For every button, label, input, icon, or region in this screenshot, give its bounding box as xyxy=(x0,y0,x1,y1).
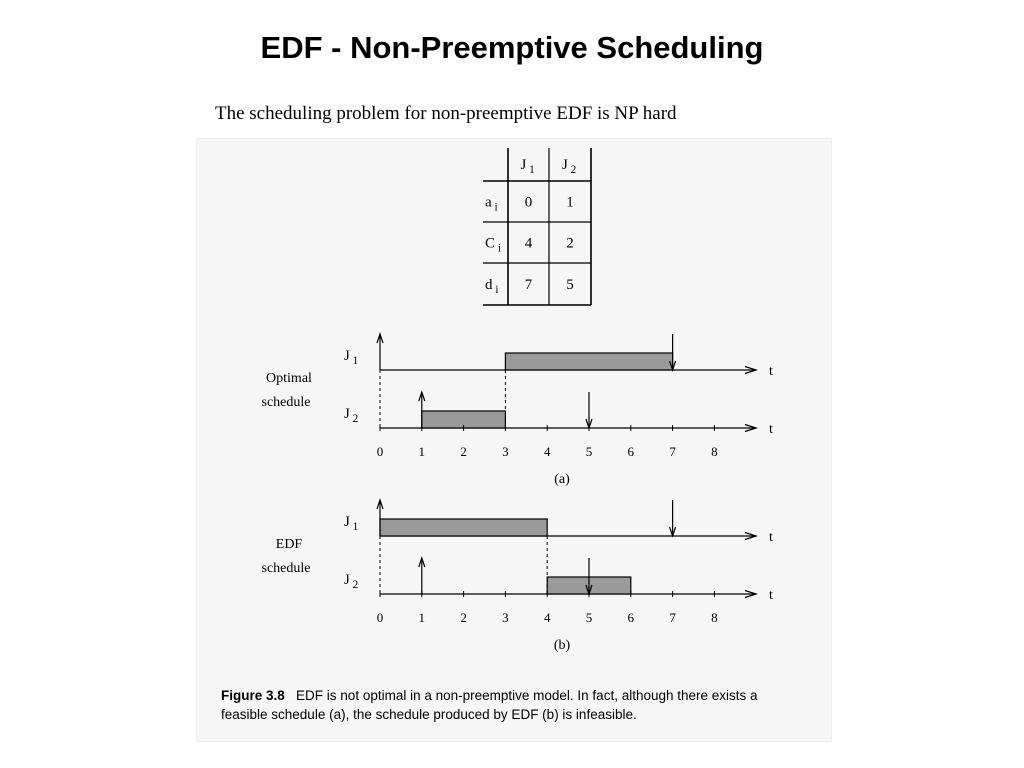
axis-tick-label: 6 xyxy=(627,444,635,459)
slide-title: EDF - Non-Preemptive Scheduling xyxy=(260,30,764,65)
schedule-figure xyxy=(196,138,832,678)
table-cell: 4 xyxy=(524,235,533,252)
caption-text-2: feasible schedule (a), the schedule produced by EDF (b) is infeasible. xyxy=(221,707,637,722)
schedule-sublabel: (b) xyxy=(553,638,571,653)
axis-tick-label: 2 xyxy=(460,610,467,625)
job-row-label: J $_1$ xyxy=(344,514,359,533)
axis-tick-label: 5 xyxy=(585,610,593,625)
schedule-panel-b xyxy=(262,500,773,653)
table-column-header: J $_2$ xyxy=(562,157,577,176)
time-axis-label: t xyxy=(769,530,773,545)
axis-tick-label: 6 xyxy=(627,610,635,625)
time-axis-label: t xyxy=(769,364,773,379)
job-row-label: J $_2$ xyxy=(344,572,359,591)
axis-tick-label: 8 xyxy=(711,444,718,459)
axis-tick-label: 4 xyxy=(543,444,551,459)
table-cell: 5 xyxy=(566,277,574,293)
time-axis-label: t xyxy=(769,588,773,603)
table-row-header: C $_i$ xyxy=(485,235,501,255)
schedule-label-line-1: EDF xyxy=(275,537,303,552)
axis-tick-label: 4 xyxy=(543,610,551,625)
table-column-header: J $_1$ xyxy=(520,157,535,176)
table-cell: 0 xyxy=(524,194,533,211)
table-cell: 2 xyxy=(566,235,574,252)
axis-tick-label: 0 xyxy=(376,610,384,625)
axis-tick-label: 0 xyxy=(376,444,384,459)
table-row-header: a $_i$ xyxy=(485,194,498,214)
axis-tick-label: 1 xyxy=(418,444,426,459)
table-cell: 7 xyxy=(524,277,533,293)
schedule-diagrams xyxy=(262,334,773,653)
job-row-label: J $_1$ xyxy=(344,348,359,367)
axis-tick-label: 7 xyxy=(669,444,676,459)
caption-text-1: EDF is not optimal in a non-preemptive model. In fact, although there exists a xyxy=(296,688,758,703)
caption-label: Figure 3.8 xyxy=(221,688,285,703)
figure-caption xyxy=(221,686,821,724)
schedule-label-line-1: Optimal xyxy=(266,371,312,386)
parameter-table xyxy=(483,148,591,305)
schedule-label-line-2: schedule xyxy=(261,561,311,576)
axis-tick-label: 8 xyxy=(711,610,718,625)
table-cell: 1 xyxy=(566,194,574,211)
time-axis-label: t xyxy=(769,422,773,437)
schedule-panel-a xyxy=(262,334,773,487)
job-execution-bar xyxy=(505,353,672,370)
axis-tick-label: 3 xyxy=(502,444,509,459)
axis-tick-label: 1 xyxy=(418,610,426,625)
axis-tick-label: 5 xyxy=(585,444,593,459)
scanned-figure xyxy=(196,138,832,742)
axis-tick-label: 7 xyxy=(669,610,676,625)
axis-tick-label: 2 xyxy=(460,444,467,459)
schedule-sublabel: (a) xyxy=(554,472,570,487)
slide-subtitle: The scheduling problem for non-preemptive EDF is NP hard xyxy=(215,103,677,124)
caption-line-1 xyxy=(221,686,821,705)
job-execution-bar xyxy=(380,519,547,536)
job-row-label: J $_2$ xyxy=(344,406,359,425)
table-row-header: d $_i$ xyxy=(485,277,499,296)
schedule-label-line-2: schedule xyxy=(261,395,311,410)
axis-tick-label: 3 xyxy=(502,610,509,625)
